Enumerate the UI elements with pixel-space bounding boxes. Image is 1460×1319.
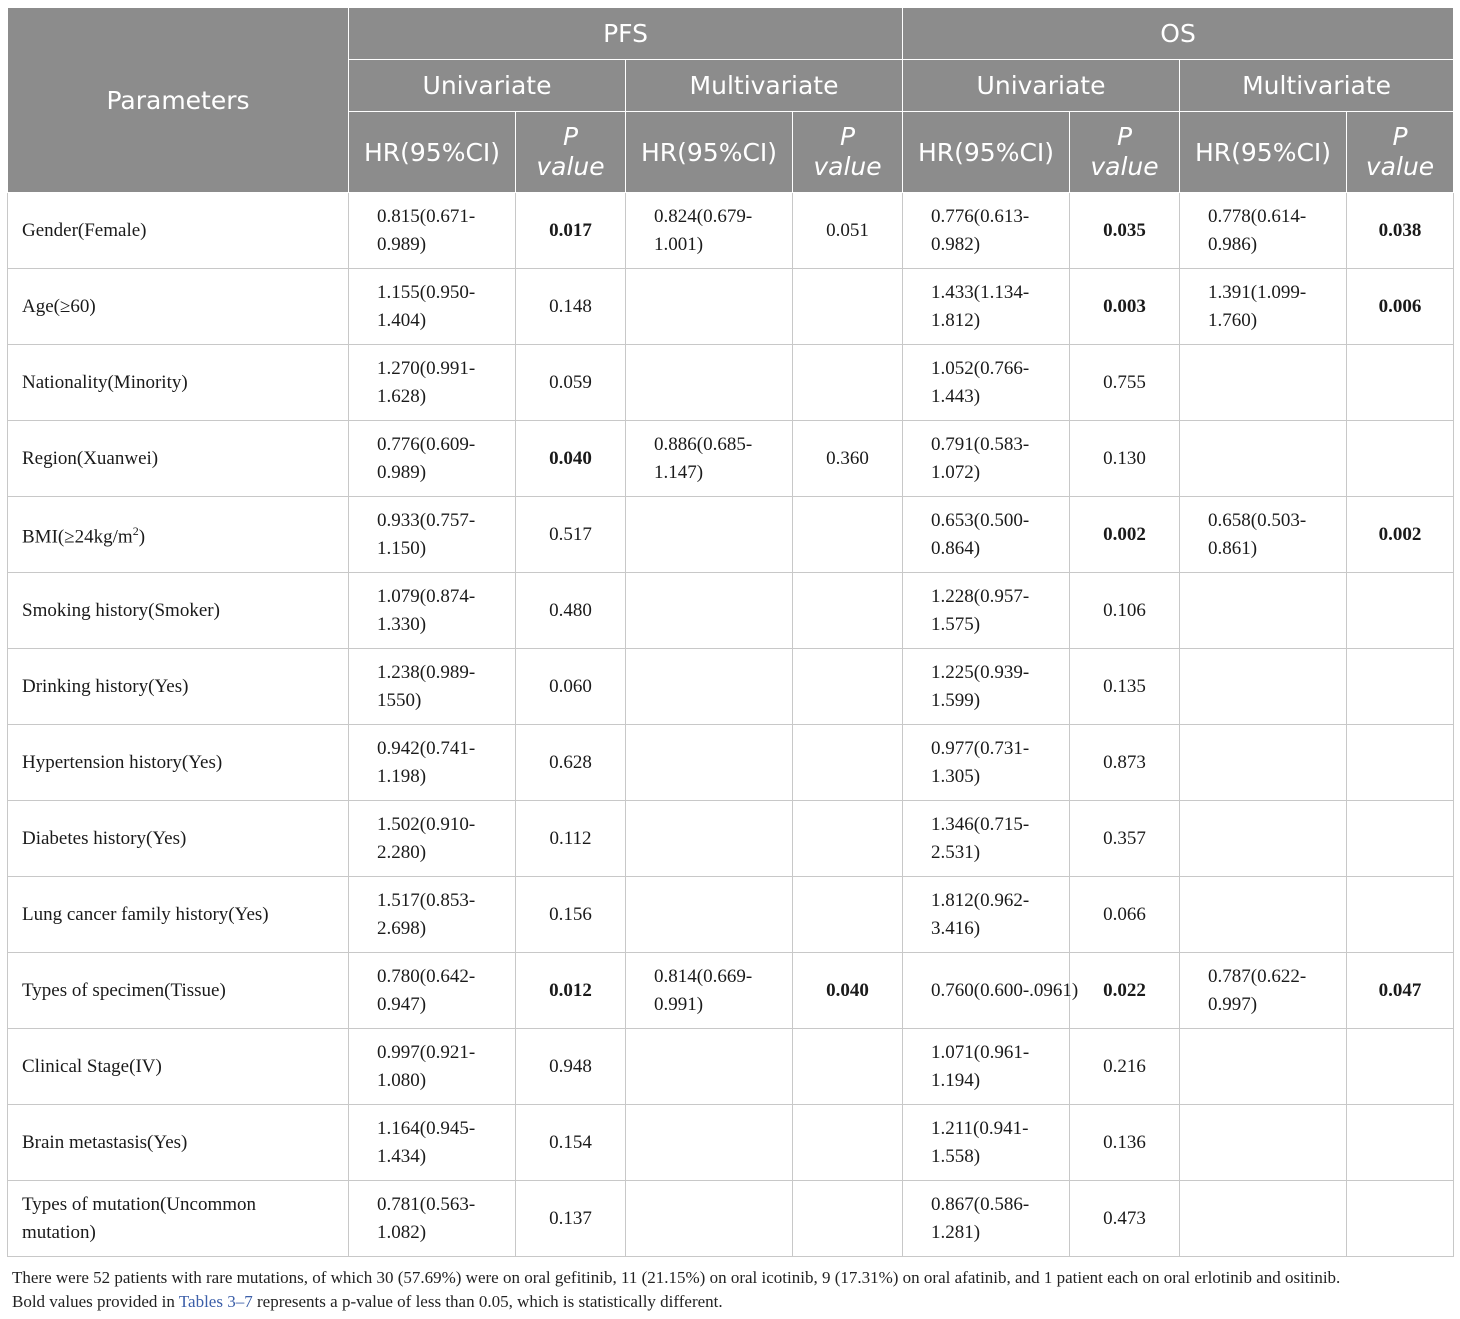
parameter-label: Region(Xuanwei) [22, 447, 159, 469]
parameter-superscript: 2 [132, 524, 139, 539]
table-row [8, 345, 1454, 421]
hr-cell [1180, 953, 1347, 1029]
table-header [8, 8, 1454, 193]
header-p-label: P [1392, 122, 1408, 151]
hr-cell [349, 345, 516, 421]
p-value-cell: 0.017 [516, 193, 626, 269]
p-value-cell: 0.517 [516, 497, 626, 573]
hr-cell [626, 1105, 793, 1181]
hr-cell [903, 573, 1070, 649]
hr-cell [349, 725, 516, 801]
parameter-label: Gender(Female) [22, 219, 147, 241]
parameter-name [8, 953, 349, 1029]
hr-cell [1180, 801, 1347, 877]
p-value-cell: 0.136 [1070, 1105, 1180, 1181]
parameter-name [8, 1181, 349, 1257]
hr-value: 1.433(1.134-1.812) [931, 281, 1030, 331]
hr-value: 1.211(0.941-1.558) [931, 1117, 1029, 1167]
p-value-cell [1347, 801, 1454, 877]
hr-cell [349, 1105, 516, 1181]
hr-cell [903, 1029, 1070, 1105]
p-value-cell: 0.154 [516, 1105, 626, 1181]
hr-cell [626, 193, 793, 269]
p-value-cell: 0.047 [1347, 953, 1454, 1029]
hr-value: 0.886(0.685-1.147) [654, 433, 753, 483]
hr-value: 0.781(0.563-1.082) [377, 1193, 476, 1243]
table-row [8, 649, 1454, 725]
p-value-cell: 0.035 [1070, 193, 1180, 269]
hr-value: 0.933(0.757-1.150) [377, 509, 476, 559]
table-container [7, 7, 1453, 1257]
hr-value: 0.824(0.679-1.001) [654, 205, 753, 255]
header-pfs-univariate: Univariate [349, 60, 626, 112]
header-hr: HR(95%CI) [903, 112, 1070, 193]
p-value-cell: 0.112 [516, 801, 626, 877]
hr-cell [349, 953, 516, 1029]
table-row [8, 269, 1454, 345]
p-value-cell: 0.051 [793, 193, 903, 269]
header-p-label: P [562, 122, 579, 151]
parameter-label: Hypertension history(Yes) [22, 751, 223, 773]
p-value-cell: 0.059 [516, 345, 626, 421]
hr-value: 0.815(0.671-0.989) [377, 205, 476, 255]
tables-link[interactable]: Tables 3–7 [178, 1292, 253, 1311]
p-value-cell [1347, 345, 1454, 421]
hr-cell [626, 573, 793, 649]
parameter-label: Types of specimen(Tissue) [22, 979, 226, 1001]
hr-value: 1.164(0.945-1.434) [377, 1117, 476, 1167]
header-p-value [793, 112, 903, 193]
parameter-name [8, 649, 349, 725]
header-hr: HR(95%CI) [1180, 112, 1347, 193]
hr-value: 1.079(0.874-1.330) [377, 585, 476, 635]
p-value-cell [793, 269, 903, 345]
hr-value: 1.225(0.939-1.599) [931, 661, 1030, 711]
p-value-cell [793, 1029, 903, 1105]
p-value-cell: 0.038 [1347, 193, 1454, 269]
hr-cell [1180, 649, 1347, 725]
header-hr: HR(95%CI) [349, 112, 516, 193]
parameter-name [8, 345, 349, 421]
hr-cell [903, 497, 1070, 573]
p-value-cell [1347, 649, 1454, 725]
p-value-cell: 0.873 [1070, 725, 1180, 801]
p-value-cell: 0.040 [793, 953, 903, 1029]
hr-value: 0.867(0.586-1.281) [931, 1193, 1030, 1243]
table-body [8, 193, 1454, 1257]
parameter-name [8, 497, 349, 573]
hr-cell [626, 345, 793, 421]
p-value-cell: 0.137 [516, 1181, 626, 1257]
header-value-label: value [1090, 152, 1159, 181]
header-os-multivariate: Multivariate [1180, 60, 1454, 112]
p-value-cell: 0.156 [516, 877, 626, 953]
parameter-name [8, 421, 349, 497]
hr-value: 1.071(0.961-1.194) [931, 1041, 1030, 1091]
hr-value: 0.997(0.921-1.080) [377, 1041, 476, 1091]
header-parameters: Parameters [8, 8, 349, 193]
p-value-cell: 0.060 [516, 649, 626, 725]
hr-value: 0.653(0.500-0.864) [931, 509, 1030, 559]
p-value-cell: 0.040 [516, 421, 626, 497]
hr-cell [349, 497, 516, 573]
hr-value: 1.502(0.910-2.280) [377, 813, 476, 863]
hr-cell [1180, 193, 1347, 269]
hr-value: 0.658(0.503-0.861) [1208, 509, 1307, 559]
header-pfs: PFS [349, 8, 903, 60]
hr-cell [626, 725, 793, 801]
hr-value: 0.778(0.614-0.986) [1208, 205, 1307, 255]
p-value-cell: 0.473 [1070, 1181, 1180, 1257]
hr-value: 0.977(0.731-1.305) [931, 737, 1030, 787]
header-p-label: P [839, 122, 856, 151]
hr-cell [1180, 345, 1347, 421]
hr-cell [1180, 877, 1347, 953]
p-value-cell: 0.216 [1070, 1029, 1180, 1105]
header-p-value [1070, 112, 1180, 193]
p-value-cell: 0.628 [516, 725, 626, 801]
hr-cell [903, 345, 1070, 421]
p-value-cell: 0.948 [516, 1029, 626, 1105]
table-row [8, 1181, 1454, 1257]
hr-cell [626, 649, 793, 725]
p-value-cell [793, 1105, 903, 1181]
p-value-cell: 0.357 [1070, 801, 1180, 877]
hr-cell [626, 269, 793, 345]
footnote-post: represents a p-value of less than 0.05, which is statistically different. [252, 1292, 723, 1311]
hr-value: 1.228(0.957-1.575) [931, 585, 1030, 635]
p-value-cell [1347, 725, 1454, 801]
hr-cell [1180, 1029, 1347, 1105]
hr-value: 0.814(0.669-0.991) [654, 965, 753, 1015]
parameter-label: Drinking history(Yes) [22, 675, 189, 697]
p-value-cell: 0.066 [1070, 877, 1180, 953]
hr-cell [1180, 269, 1347, 345]
hr-value: 0.787(0.622-0.997) [1208, 965, 1307, 1015]
hr-cell [349, 1181, 516, 1257]
hr-cell [1180, 1105, 1347, 1181]
header-os-univariate: Univariate [903, 60, 1180, 112]
p-value-cell [1347, 1105, 1454, 1181]
parameter-label: BMI(≥24kg/m [22, 526, 133, 548]
header-pfs-multivariate: Multivariate [626, 60, 903, 112]
hr-cell [1180, 497, 1347, 573]
p-value-cell [793, 345, 903, 421]
table-row [8, 497, 1454, 573]
hr-value: 1.270(0.991-1.628) [377, 357, 476, 407]
header-p-value [1347, 112, 1454, 193]
parameter-label: Age(≥60) [22, 295, 96, 317]
p-value-cell [793, 649, 903, 725]
p-value-cell: 0.480 [516, 573, 626, 649]
hr-cell [626, 953, 793, 1029]
header-value-label: value [813, 152, 882, 181]
hr-cell [626, 497, 793, 573]
header-value-label: value [536, 152, 605, 181]
hr-value: 0.791(0.583-1.072) [931, 433, 1030, 483]
table-row [8, 421, 1454, 497]
hr-value: 0.780(0.642-0.947) [377, 965, 476, 1015]
parameter-label: Smoking history(Smoker) [22, 599, 220, 621]
hr-cell [1180, 725, 1347, 801]
footnote-line-1: There were 52 patients with rare mutations, of which 30 (57.69%) were on oral gefitinib, 11 (21.15%) on oral icotinib, 9 (17.31%) on oral afatinib, and 1 patient each on oral erlotinib and ositinib. [12, 1268, 1341, 1287]
hr-cell [349, 1029, 516, 1105]
table-row [8, 1105, 1454, 1181]
hr-cell [1180, 573, 1347, 649]
table-row [8, 877, 1454, 953]
p-value-cell: 0.006 [1347, 269, 1454, 345]
hr-cell [903, 1105, 1070, 1181]
parameter-name [8, 801, 349, 877]
hr-cell [349, 877, 516, 953]
p-value-cell: 0.360 [793, 421, 903, 497]
p-value-cell [1347, 1029, 1454, 1105]
hr-cell [903, 193, 1070, 269]
parameter-label: Lung cancer family history(Yes) [22, 903, 269, 925]
parameter-name [8, 1029, 349, 1105]
header-p-label: P [1116, 122, 1133, 151]
p-value-cell: 0.130 [1070, 421, 1180, 497]
p-value-cell [793, 877, 903, 953]
p-value-cell: 0.022 [1070, 953, 1180, 1029]
p-value-cell [1347, 421, 1454, 497]
hr-cell [626, 1029, 793, 1105]
p-value-cell [793, 801, 903, 877]
p-value-cell [1347, 877, 1454, 953]
p-value-cell: 0.148 [516, 269, 626, 345]
table-row [8, 193, 1454, 269]
hr-value: 1.052(0.766-1.443) [931, 357, 1030, 407]
parameter-name [8, 573, 349, 649]
parameter-label: Types of mutation(Uncommon mutation) [22, 1193, 257, 1243]
hr-cell [903, 269, 1070, 345]
parameter-label: Brain metastasis(Yes) [22, 1131, 188, 1153]
hr-cell [903, 877, 1070, 953]
hr-cell [903, 649, 1070, 725]
footnote-line-2 [12, 1290, 1452, 1314]
parameter-label-end: ) [138, 526, 146, 548]
footnote-pre: Bold values provided in [12, 1292, 179, 1311]
header-hr: HR(95%CI) [626, 112, 793, 193]
header-os: OS [903, 8, 1454, 60]
hr-cell [903, 725, 1070, 801]
hr-cell [626, 801, 793, 877]
header-p-value [516, 112, 626, 193]
parameter-name [8, 269, 349, 345]
p-value-cell [793, 573, 903, 649]
p-value-cell: 0.135 [1070, 649, 1180, 725]
hr-cell [1180, 1181, 1347, 1257]
hr-value: 0.776(0.609-0.989) [377, 433, 476, 483]
header-value-label: value [1365, 152, 1435, 181]
p-value-cell: 0.002 [1347, 497, 1454, 573]
parameter-label: Diabetes history(Yes) [22, 827, 187, 849]
parameter-name [8, 193, 349, 269]
table-row [8, 1029, 1454, 1105]
parameter-name [8, 877, 349, 953]
hr-cell [903, 801, 1070, 877]
hr-cell [626, 421, 793, 497]
hr-value: 0.942(0.741-1.198) [377, 737, 476, 787]
hr-value: 1.517(0.853-2.698) [377, 889, 476, 939]
table-row [8, 725, 1454, 801]
p-value-cell [793, 497, 903, 573]
p-value-cell: 0.002 [1070, 497, 1180, 573]
hr-value: 1.238(0.989-1550) [377, 661, 476, 711]
parameter-label: Nationality(Minority) [22, 371, 188, 393]
hr-value: 1.155(0.950-1.404) [377, 281, 476, 331]
hr-value: 0.760(0.600-.0961) [931, 979, 1079, 1001]
table-row [8, 953, 1454, 1029]
p-value-cell: 0.755 [1070, 345, 1180, 421]
hr-cell [626, 1181, 793, 1257]
hr-cell [349, 193, 516, 269]
hr-cell [349, 421, 516, 497]
p-value-cell [1347, 1181, 1454, 1257]
table-footnote [12, 1266, 1452, 1314]
hr-cell [349, 269, 516, 345]
hr-cell [903, 953, 1079, 1029]
hr-value: 1.812(0.962-3.416) [931, 889, 1030, 939]
p-value-cell: 0.003 [1070, 269, 1180, 345]
p-value-cell [793, 1181, 903, 1257]
parameter-name [8, 1105, 349, 1181]
parameter-label: Clinical Stage(IV) [22, 1055, 162, 1077]
hazard-ratio-table [7, 7, 1454, 1257]
table-row [8, 801, 1454, 877]
parameter-name [8, 725, 349, 801]
hr-cell [349, 573, 516, 649]
p-value-cell [793, 725, 903, 801]
hr-cell [1180, 421, 1347, 497]
p-value-cell [1347, 573, 1454, 649]
hr-value: 0.776(0.613-0.982) [931, 205, 1030, 255]
hr-value: 1.346(0.715-2.531) [931, 813, 1030, 863]
hr-cell [349, 649, 516, 725]
hr-cell [626, 877, 793, 953]
p-value-cell: 0.106 [1070, 573, 1180, 649]
hr-value: 1.391(1.099-1.760) [1208, 281, 1307, 331]
table-row [8, 573, 1454, 649]
hr-cell [903, 421, 1070, 497]
p-value-cell: 0.012 [516, 953, 626, 1029]
hr-cell [349, 801, 516, 877]
hr-cell [903, 1181, 1070, 1257]
